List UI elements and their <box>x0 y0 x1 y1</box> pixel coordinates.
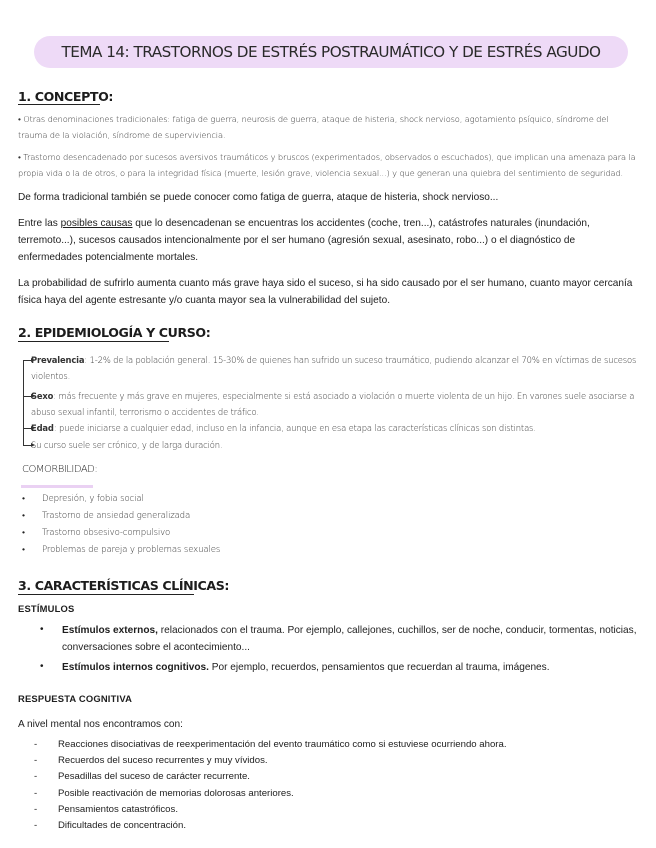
epidemiology-item-text: : 1-2% de la población general. 15-30% de quienes han sufrido un suceso traumático, pudiendo alcanzar el 70% en víctimas de sucesos violentos. <box>31 355 637 381</box>
epidemiology-item-key: Sexo <box>31 391 54 401</box>
section-epidemiologia-underline <box>18 341 169 342</box>
concepto-bullet-denominaciones: • Otras denominaciones tradicionales: fatiga de guerra, neurosis de guerra, ataque de histeria, shock nervioso, agotamiento psíquico, síndrome del trauma de la violación, síndrome de superviviencia. <box>18 114 609 140</box>
stimuli-item-key: Estímulos internos cognitivos. <box>62 662 209 673</box>
comorbidity-heading: COMORBILIDAD: <box>22 464 98 475</box>
bullet-dot-icon: • <box>40 661 44 672</box>
list-item-text: Problemas de pareja y problemas sexuales <box>42 545 221 555</box>
section-caracteristicas-heading: 3. CARACTERÍSTICAS CLÍNICAS: <box>18 578 230 593</box>
epidemiology-bracket-line <box>23 360 24 446</box>
cognitive-response-heading: RESPUESTA COGNITIVA <box>18 693 133 704</box>
section-concepto-heading: 1. CONCEPTO: <box>18 89 114 104</box>
list-item: - Reacciones disociativas de reexperimentación del evento traumático como si estuviese ocurriendo ahora. <box>34 739 507 750</box>
epidemiology-item-text: : más frecuente y más grave en mujeres, especialmente si está asociado a violación o muerte violenta de un hijo. En varones suele asociarse a abuso sexual infantil, terrorismo o accidentes de tráfico. <box>31 391 635 417</box>
list-item-text: Reacciones disociativas de reexperimentación del evento traumático como si estuviese ocurriendo ahora. <box>58 739 507 750</box>
list-item: - Posible reactivación de memorias dolorosas anteriores. <box>34 788 294 799</box>
stimuli-item-key: Estímulos externos, <box>62 625 158 636</box>
title-banner <box>34 36 628 68</box>
list-item-text: Depresión, y fobia social <box>42 494 144 504</box>
list-item: • Problemas de pareja y problemas sexuales <box>22 545 221 555</box>
causas-rest: que lo desencadenan se encuentras los accidentes (coche, tren...), catástrofes naturales (inundación, terremoto...), sucesos causados intencionalmente por el ser humano (agresión sexual, asesinato, robo...) o el diagnóstico de enfermedades potencialmente mortales. <box>18 218 590 263</box>
list-item: - Pesadillas del suceso de carácter recurrente. <box>34 771 250 782</box>
stimuli-item-internos <box>62 659 638 676</box>
list-item: - Recuerdos del suceso recurrentes y muy vívidos. <box>34 755 268 766</box>
list-item: - Dificultades de concentración. <box>34 820 186 831</box>
epidemiology-item-sexo <box>31 388 643 420</box>
comorbidity-highlight <box>21 485 93 488</box>
list-item-text: Pesadillas del suceso de carácter recurrente. <box>58 771 250 782</box>
concepto-paragraph-probabilidad: La probabilidad de sufrirlo aumenta cuanto más grave haya sido el suceso, si ha sido causado por el ser humano, cuanto mayor cercanía física haya del agente estresante y/o cuanta mayor sea la vulnerabilidad del sujeto. <box>18 278 633 306</box>
epidemiology-item-edad <box>31 420 643 436</box>
epidemiology-item-text: Su curso suele ser crónico, y de larga duración. <box>31 440 223 450</box>
epidemiology-item-curso <box>31 437 643 453</box>
concepto-paragraph-causas <box>18 215 640 266</box>
epidemiology-item-text: : puede iniciarse a cualquier edad, incluso en la infancia, aunque en esa etapa las características clínicas son distintas. <box>53 423 536 433</box>
causas-underlined: posibles causas <box>60 218 133 229</box>
section-concepto-underline <box>18 104 100 105</box>
list-item: • Depresión, y fobia social <box>22 494 144 504</box>
stimuli-item-text: relacionados con el trauma. Por ejemplo, callejones, cuchillos, ser de noche, conducir, tormentas, noticias, conversaciones sobre el acontecimiento... <box>62 625 637 653</box>
list-item: • Trastorno obsesivo-compulsivo <box>22 528 171 538</box>
stimuli-heading: ESTÍMULOS <box>18 603 75 614</box>
list-item-text: Trastorno obsesivo-compulsivo <box>42 528 171 538</box>
list-item-text: Trastorno de ansiedad generalizada <box>42 511 191 521</box>
page-title: TEMA 14: TRASTORNOS DE ESTRÉS POSTRAUMÁTICO Y DE ESTRÉS AGUDO <box>61 43 601 61</box>
causas-prefix: Entre las <box>18 218 61 229</box>
stimuli-item-text: Por ejemplo, recuerdos, pensamientos que recuerdan al trauma, imágenes. <box>208 662 550 673</box>
list-item-text: Pensamientos catastróficos. <box>58 804 178 815</box>
epidemiology-item-prevalencia <box>31 352 643 384</box>
stimuli-item-externos <box>62 622 638 656</box>
concepto-bullet-definicion: • Trastorno desencadenado por sucesos aversivos traumáticos y bruscos (experimentados, observados o escuchados), que implican una amenaza para la propia vida o la de otros, o para la integridad física (muerte, lesión grave, violencia sexual...) y que generan una quiebra del sentimiento de seguridad. <box>18 152 636 178</box>
list-item-text: Recuerdos del suceso recurrentes y muy vívidos. <box>58 755 268 766</box>
list-item: • Trastorno de ansiedad generalizada <box>22 511 191 521</box>
list-item-text: Dificultades de concentración. <box>58 820 186 831</box>
epidemiology-item-key: Edad <box>31 423 54 433</box>
epidemiology-item-key: Prevalencia <box>31 355 85 365</box>
cognitive-intro: A nivel mental nos encontramos con: <box>18 719 183 730</box>
concepto-paragraph-tradicional: De forma tradicional también se puede conocer como fatiga de guerra, ataque de histeria, shock nervioso... <box>18 192 499 203</box>
section-caracteristicas-underline <box>18 594 194 595</box>
list-item-text: Posible reactivación de memorias dolorosas anteriores. <box>58 788 294 799</box>
section-epidemiologia-heading: 2. EPIDEMIOLOGÍA Y CURSO: <box>18 325 211 340</box>
bullet-dot-icon: • <box>40 624 44 635</box>
list-item: - Pensamientos catastróficos. <box>34 804 178 815</box>
